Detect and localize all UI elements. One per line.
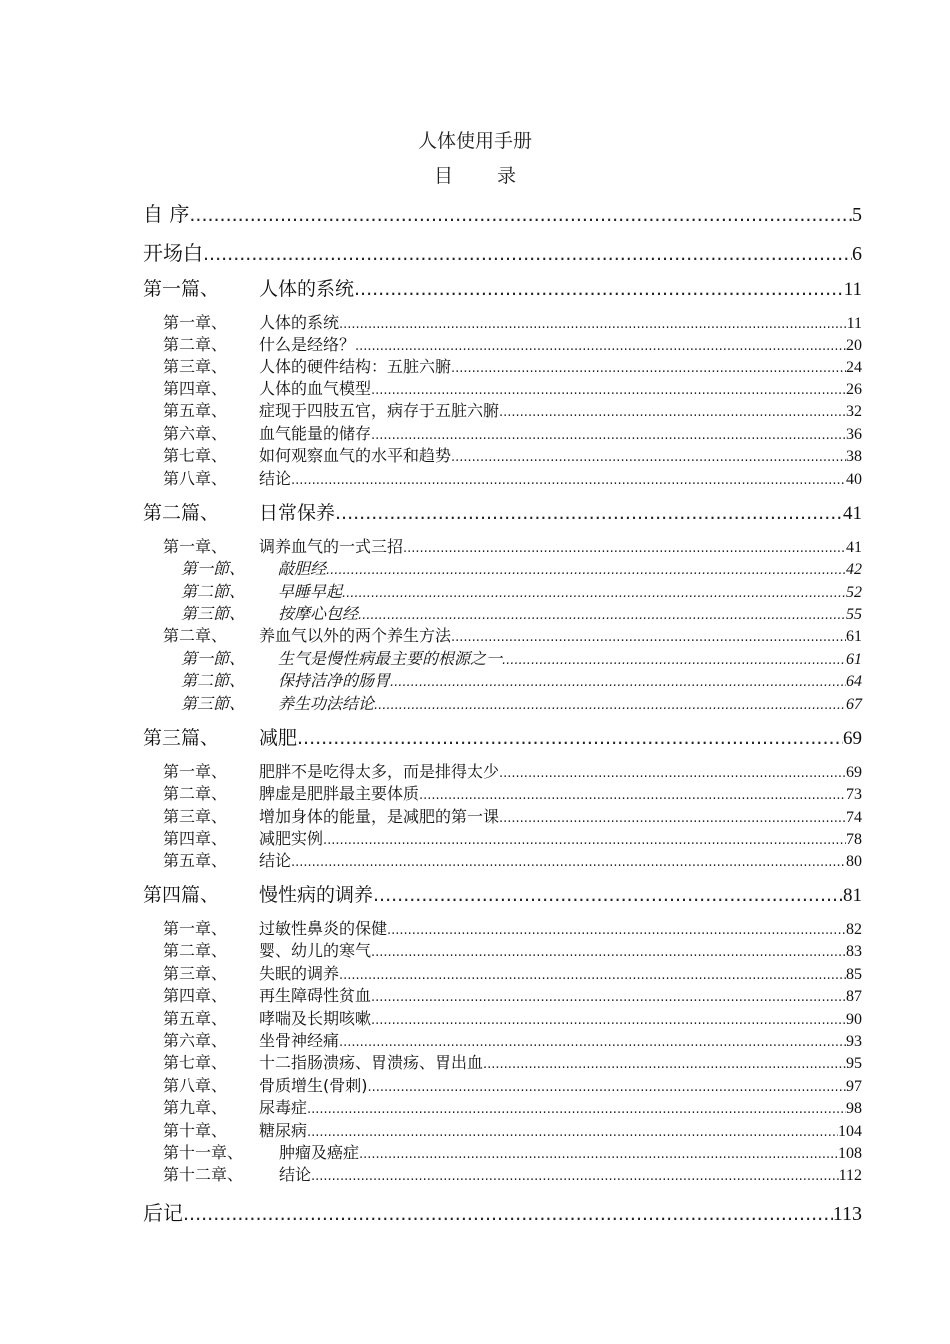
toc-dot-leader — [189, 204, 852, 226]
toc-dot-leader — [359, 1147, 838, 1162]
toc-entry-title: 如何观察血气的水平和趋势 — [259, 446, 452, 465]
toc-page-number: 55 — [846, 606, 862, 623]
toc-entry[interactable] — [163, 1118, 862, 1141]
toc-entry[interactable] — [181, 691, 862, 714]
toc-page-number: 82 — [846, 921, 862, 938]
toc-entry-title: 减肥实例 — [259, 829, 324, 848]
toc-dot-leader — [354, 278, 844, 300]
toc-entry-label: 第一章、 — [163, 762, 228, 781]
toc-page-number: 52 — [846, 584, 862, 601]
toc-entry-label: 第一章、 — [163, 537, 228, 556]
toc-entry-label: 第五章、 — [163, 401, 228, 420]
toc-entry-title: 十二指肠溃疡、胃溃疡、胃出血 — [259, 1053, 484, 1072]
toc-dot-leader — [371, 945, 846, 960]
toc-entry-title: 失眠的调养 — [259, 964, 340, 983]
toc-entry[interactable] — [181, 556, 862, 579]
toc-entry-title: 人体的系统 — [259, 313, 340, 332]
toc-dot-leader — [371, 428, 846, 443]
toc-entry-title: 血气能量的储存 — [259, 424, 372, 443]
toc-entry-title: 尿毒症 — [259, 1098, 308, 1117]
toc-entry-label: 第三章、 — [163, 964, 228, 983]
toc-dot-leader — [358, 608, 846, 623]
toc-page-number: 81 — [843, 885, 862, 906]
toc-entry-title: 自 序 — [143, 202, 190, 226]
toc-dot-leader — [339, 317, 847, 332]
toc-entry-title: 减肥 — [259, 727, 298, 749]
toc-dot-leader — [419, 788, 846, 803]
toc-page-number: 69 — [846, 764, 862, 781]
toc-page-number: 26 — [846, 381, 862, 398]
toc-entry[interactable] — [163, 983, 862, 1006]
toc-page-number: 61 — [846, 651, 862, 668]
toc-entry-label: 第六章、 — [163, 424, 228, 443]
toc-entry-title: 肥胖不是吃得太多，而是排得太少 — [259, 762, 500, 781]
toc-dot-leader — [451, 450, 846, 465]
toc-entry[interactable] — [163, 848, 862, 871]
toc-entry-label: 第二章、 — [163, 941, 228, 960]
toc-entry-label: 第十二章、 — [163, 1165, 244, 1184]
toc-page-number: 93 — [846, 1033, 862, 1050]
toc-dot-leader — [339, 968, 846, 983]
toc-page-number: 32 — [846, 403, 862, 420]
toc-dot-leader — [403, 541, 846, 556]
toc-entry-title: 按摩心包经 — [278, 604, 359, 623]
toc-entry[interactable] — [163, 1095, 862, 1118]
toc-entry[interactable] — [163, 376, 862, 399]
toc-dot-leader — [355, 339, 846, 354]
toc-dot-leader — [499, 766, 846, 781]
toc-entry-title: 过敏性鼻炎的保健 — [259, 919, 388, 938]
toc-entry-title: 增加身体的能量，是减肥的第一课 — [259, 807, 500, 826]
toc-entry[interactable] — [143, 274, 862, 301]
toc-entry[interactable] — [163, 1006, 862, 1029]
toc-entry-title: 结论 — [259, 469, 292, 488]
toc-entry-title: 再生障碍性贫血 — [259, 986, 372, 1005]
toc-dot-leader — [183, 1203, 833, 1225]
toc-dot-leader — [323, 833, 846, 848]
toc-entry-title: 早睡早起 — [278, 582, 343, 601]
toc-page-number: 74 — [846, 809, 862, 826]
toc-entry-title: 症现于四肢五官，病存于五脏六腑 — [259, 401, 500, 420]
toc-page-number: 108 — [838, 1145, 862, 1162]
toc-entry[interactable] — [181, 668, 862, 691]
toc-entry-label: 第二節、 — [181, 582, 246, 601]
toc-entry[interactable] — [143, 498, 862, 525]
toc-entry-label: 第三節、 — [181, 694, 246, 713]
toc-page-number: 87 — [846, 988, 862, 1005]
toc-dot-leader — [374, 698, 846, 713]
toc-entry-label: 第三章、 — [163, 807, 228, 826]
toc-dot-leader — [291, 473, 846, 488]
toc-entry-label: 第四章、 — [163, 986, 228, 1005]
toc-entry-label: 第二章、 — [163, 784, 228, 803]
toc-entry-label: 第九章、 — [163, 1098, 228, 1117]
toc-entry[interactable] — [181, 579, 862, 602]
toc-entry[interactable] — [181, 601, 862, 624]
toc-dot-leader — [390, 675, 846, 690]
toc-entry-label: 第一章、 — [163, 919, 228, 938]
toc-page-number: 24 — [846, 359, 862, 376]
toc-entry-title: 肿瘤及癌症 — [279, 1143, 360, 1162]
toc-entry-label: 第六章、 — [163, 1031, 228, 1050]
toc-entry-label: 第一章、 — [163, 313, 228, 332]
toc-entry-title: 养血气以外的两个养生方法 — [259, 626, 452, 645]
toc-entry[interactable] — [143, 237, 862, 266]
toc-dot-leader — [502, 653, 846, 668]
toc-page-number: 40 — [846, 471, 862, 488]
toc-entry-title: 骨质增生(骨刺) — [259, 1076, 368, 1095]
toc-entry-label: 第三篇、 — [143, 727, 220, 749]
toc-entry-title: 坐骨神经痛 — [259, 1031, 340, 1050]
toc-entry-title: 敲胆经 — [278, 559, 327, 578]
toc-page-number: 42 — [846, 561, 862, 578]
toc-entry-label: 第四篇、 — [143, 884, 220, 906]
toc-dot-leader — [326, 563, 846, 578]
toc-page-number: 104 — [838, 1123, 862, 1140]
toc-page-number: 78 — [846, 831, 862, 848]
toc-page-number: 64 — [846, 673, 862, 690]
toc-entry-title: 生气是慢性病最主要的根源之一 — [278, 649, 503, 668]
toc-entry-title: 糖尿病 — [259, 1121, 308, 1140]
toc-dot-leader — [335, 502, 843, 524]
toc-entry[interactable] — [163, 781, 862, 804]
toc-entry[interactable] — [163, 466, 862, 489]
toc-entry-label: 第一節、 — [181, 649, 246, 668]
toc-dot-leader — [371, 990, 846, 1005]
toc-entry-label: 第十一章、 — [163, 1143, 244, 1162]
toc-page-number: 98 — [846, 1100, 862, 1117]
toc-entry-label: 第一節、 — [181, 559, 246, 578]
toc-page-number: 41 — [846, 539, 862, 556]
toc-dot-leader — [307, 1102, 846, 1117]
toc-entry[interactable] — [163, 1162, 862, 1185]
toc-entry-title: 保持洁净的肠胃 — [278, 671, 391, 690]
toc-entry[interactable] — [163, 421, 862, 444]
toc-dot-leader — [387, 923, 846, 938]
toc-page-number: 90 — [846, 1011, 862, 1028]
toc-entry[interactable] — [163, 961, 862, 984]
toc-entry-title: 人体的血气模型 — [259, 379, 372, 398]
toc-entry[interactable] — [163, 1073, 862, 1096]
toc-entry-title: 慢性病的调养 — [259, 884, 374, 906]
toc-page-number: 6 — [852, 243, 862, 265]
toc-entry[interactable] — [163, 398, 862, 421]
toc-entry[interactable] — [181, 646, 862, 669]
toc-dot-leader — [339, 1035, 846, 1050]
toc-page-number: 80 — [846, 853, 862, 870]
toc-page-number: 61 — [846, 628, 862, 645]
toc-entry-label: 第十章、 — [163, 1121, 228, 1140]
toc-dot-leader — [371, 383, 846, 398]
document-title: 人体使用手册 — [417, 130, 532, 152]
toc-page-number: 85 — [846, 966, 862, 983]
toc-entry-title: 什么是经络？ — [259, 335, 356, 354]
toc-dot-leader — [451, 630, 846, 645]
toc-entry[interactable] — [143, 880, 862, 907]
toc-entry-label: 第五章、 — [163, 1009, 228, 1028]
toc-entry-title: 后记 — [143, 1201, 183, 1225]
toc-entry-label: 第一篇、 — [143, 278, 220, 300]
toc-dot-leader — [203, 243, 852, 265]
toc-dot-leader — [311, 1169, 839, 1184]
toc-dot-leader — [499, 811, 846, 826]
toc-entry-title: 结论 — [279, 1165, 312, 1184]
toc-entry-label: 第三章、 — [163, 357, 228, 376]
toc-page-number: 73 — [846, 786, 862, 803]
toc-entry-label: 第四章、 — [163, 379, 228, 398]
toc-entry[interactable] — [163, 938, 862, 961]
toc-dot-leader — [483, 1057, 846, 1072]
toc-entry-label: 第七章、 — [163, 446, 228, 465]
toc-entry-label: 第二篇、 — [143, 502, 220, 524]
toc-entry[interactable] — [163, 804, 862, 827]
toc-entry[interactable] — [163, 354, 862, 377]
toc-entry-title: 脾虚是肥胖最主要体质 — [259, 784, 420, 803]
toc-entry-label: 第五章、 — [163, 851, 228, 870]
toc-entry-title: 结论 — [259, 851, 292, 870]
toc-entry-title: 开场白 — [143, 241, 203, 265]
toc-page-number: 38 — [846, 448, 862, 465]
toc-entry[interactable] — [163, 534, 862, 557]
toc-page-number: 95 — [846, 1055, 862, 1072]
toc-entry-label: 第八章、 — [163, 469, 228, 488]
toc-entry[interactable] — [143, 723, 862, 750]
toc-entry[interactable] — [163, 1140, 862, 1163]
toc-page-number: 36 — [846, 426, 862, 443]
toc-entry-label: 第八章、 — [163, 1076, 228, 1095]
toc-dot-leader — [499, 405, 846, 420]
toc-dot-leader — [291, 855, 846, 870]
toc-entry[interactable] — [163, 310, 862, 333]
toc-entry-title: 人体的硬件结构：五脏六腑 — [259, 357, 452, 376]
toc-page-number: 69 — [843, 728, 862, 749]
toc-entry-label: 第七章、 — [163, 1053, 228, 1072]
toc-entry-title: 哮喘及长期咳嗽 — [259, 1009, 372, 1028]
toc-entry[interactable] — [163, 826, 862, 849]
toc-entry[interactable] — [143, 1197, 862, 1226]
toc-page-number: 5 — [852, 204, 862, 226]
toc-entry-label: 第三節、 — [181, 604, 246, 623]
toc-dot-leader — [342, 586, 846, 601]
toc-entry[interactable] — [143, 198, 862, 227]
toc-page-number: 112 — [838, 1167, 862, 1184]
toc-dot-leader — [368, 1080, 847, 1095]
toc-entry-title: 婴、幼儿的寒气 — [259, 941, 372, 960]
toc-page-number: 97 — [846, 1078, 862, 1095]
toc-entry-label: 第二章、 — [163, 626, 228, 645]
toc-entry[interactable] — [163, 759, 862, 782]
toc-page-number: 20 — [846, 337, 862, 354]
toc-entry[interactable] — [163, 1050, 862, 1073]
toc-entry-label: 第二節、 — [181, 671, 246, 690]
toc-page-number: 113 — [832, 1203, 862, 1225]
toc-heading: 目录 — [433, 165, 560, 187]
toc-page-number: 11 — [843, 279, 862, 300]
toc-entry[interactable] — [163, 332, 862, 355]
toc-page-number: 83 — [846, 943, 862, 960]
toc-entry[interactable] — [163, 623, 862, 646]
toc-dot-leader — [373, 884, 843, 906]
toc-entry[interactable] — [163, 916, 862, 939]
toc-dot-leader — [307, 1125, 838, 1140]
toc-entry-title: 人体的系统 — [259, 278, 355, 300]
toc-entry-label: 第四章、 — [163, 829, 228, 848]
toc-entry-title: 日常保养 — [259, 502, 336, 524]
toc-entry[interactable] — [163, 1028, 862, 1051]
toc-entry-title: 调养血气的一式三招 — [259, 537, 404, 556]
toc-entry-title: 养生功法结论 — [278, 694, 375, 713]
toc-entry-label: 第二章、 — [163, 335, 228, 354]
toc-dot-leader — [297, 727, 843, 749]
toc-dot-leader — [371, 1013, 846, 1028]
toc-page-number: 67 — [846, 696, 862, 713]
toc-entry[interactable] — [163, 443, 862, 466]
toc-dot-leader — [451, 361, 846, 376]
toc-page-number: 41 — [843, 503, 862, 524]
toc-page-number: 11 — [846, 315, 862, 332]
